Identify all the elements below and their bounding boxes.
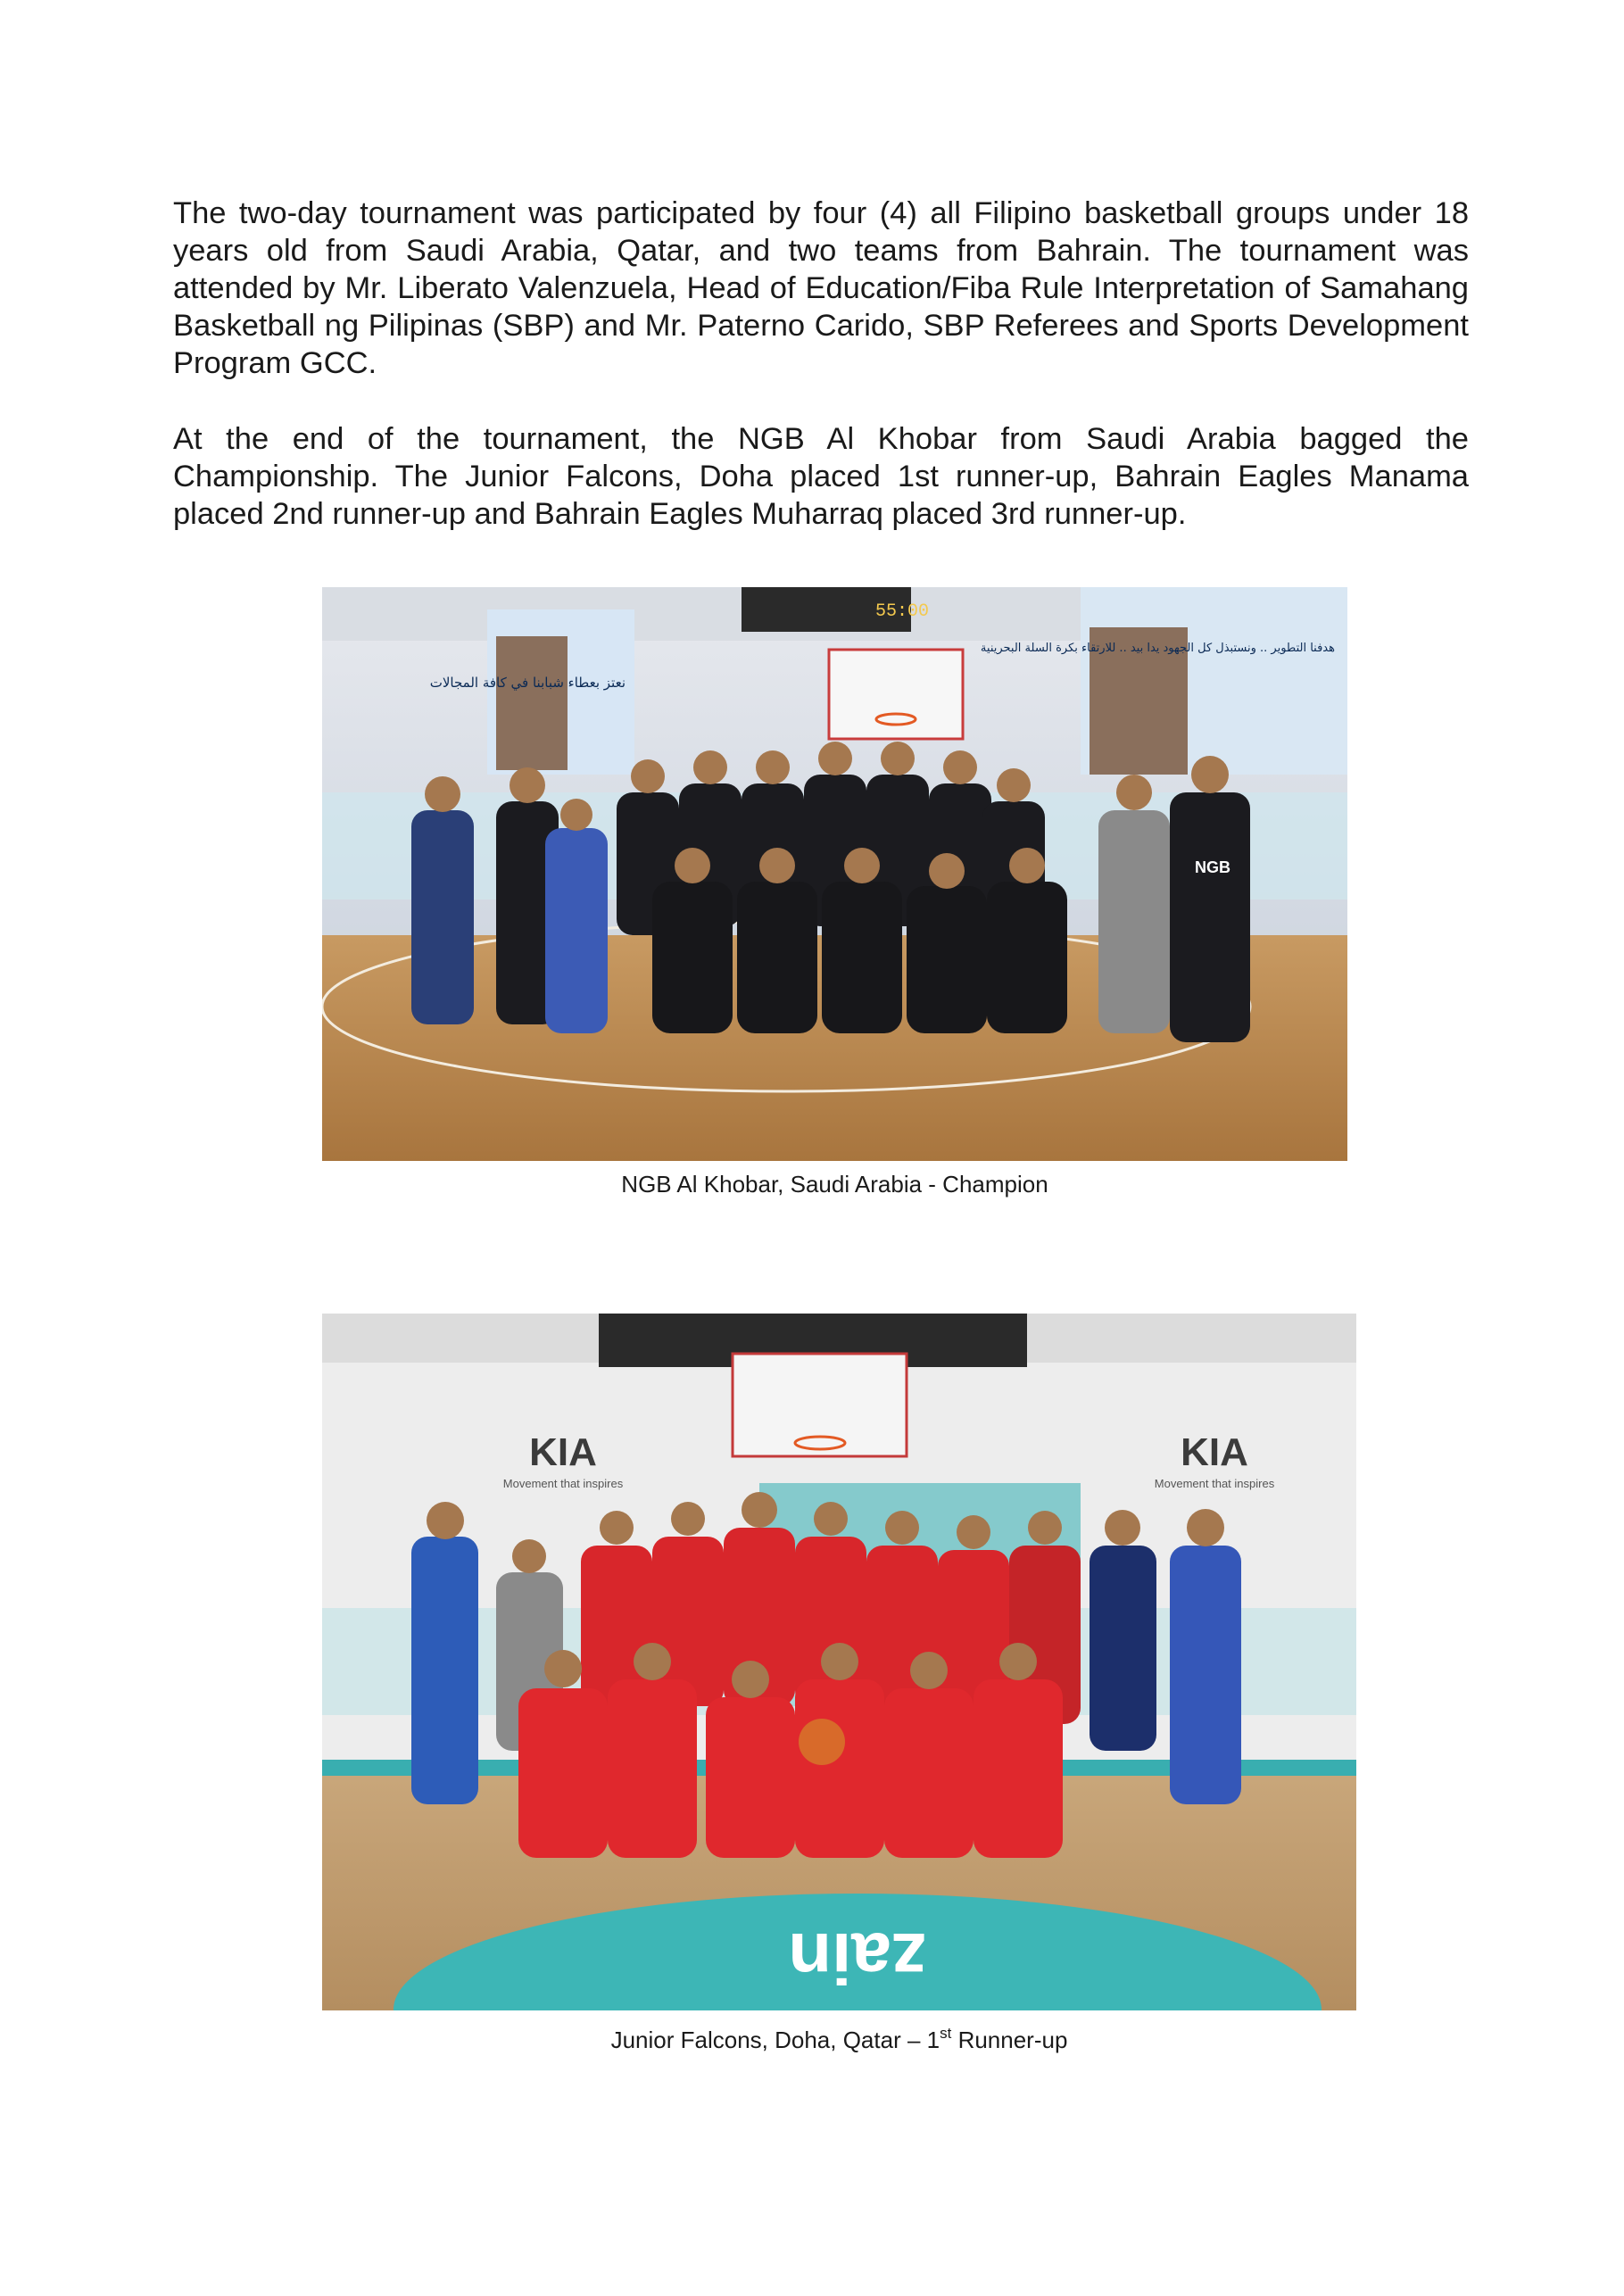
caption-end: Runner-up: [951, 2027, 1068, 2053]
body-paragraph-tournament: The two-day tournament was participated by four (4) all Filipino basketball groups under 18 years old from Saudi Arabia, Qatar, and two teams from Bahrain. The tournament was attended by Mr. Liberato Valenzuela, Head of Education/Fiba Rule Interpretation of Samahang Basketball ng Pilipinas (SBP) and Mr. Paterno Carido, SBP Referees and Sports Development Program GCC.: [173, 196, 1469, 380]
team-photo-ngb-illustration: [322, 587, 1347, 1161]
kia-tagline-left: Movement that inspires: [502, 1477, 624, 1490]
kia-logo-left: KIA: [529, 1430, 597, 1474]
banner-left-text: نعتز بعطاء شبابنا في كافة المجالات: [429, 675, 626, 691]
team-photo-junior-falcons-illustration: [322, 1314, 1356, 2010]
team-photo-ngb-al-khobar: [322, 587, 1347, 1161]
photo-caption-champion: NGB Al Khobar, Saudi Arabia - Champion: [621, 1171, 1048, 1198]
body-paragraph-results: At the end of the tournament, the NGB Al Khobar from Saudi Arabia bagged the Championship. The Junior Falcons, Doha placed 1st runner-up, Bahrain Eagles Manama placed 2nd runner-up and Bahrain Eagles Muharraq placed 3rd runner-up.: [173, 422, 1469, 531]
kia-tagline-right: Movement that inspires: [1154, 1477, 1275, 1490]
caption-superscript: st: [940, 2025, 952, 2042]
team-photo-junior-falcons: [322, 1314, 1356, 2010]
zain-floor-logo: zain: [788, 1919, 927, 1998]
banner-right-text: هدفنا التطوير .. ونستبذل كل الجهود يدا بيد .. للارتقاء بكرة السلة البحرينية: [980, 642, 1335, 655]
shirt-text: NGB: [1195, 858, 1230, 876]
scoreboard-text: 55:00: [875, 601, 930, 622]
caption-main: Junior Falcons, Doha, Qatar – 1: [610, 2027, 940, 2053]
photo-caption-runner-up: [322, 2026, 1356, 2054]
kia-logo-right: KIA: [1181, 1430, 1248, 1474]
